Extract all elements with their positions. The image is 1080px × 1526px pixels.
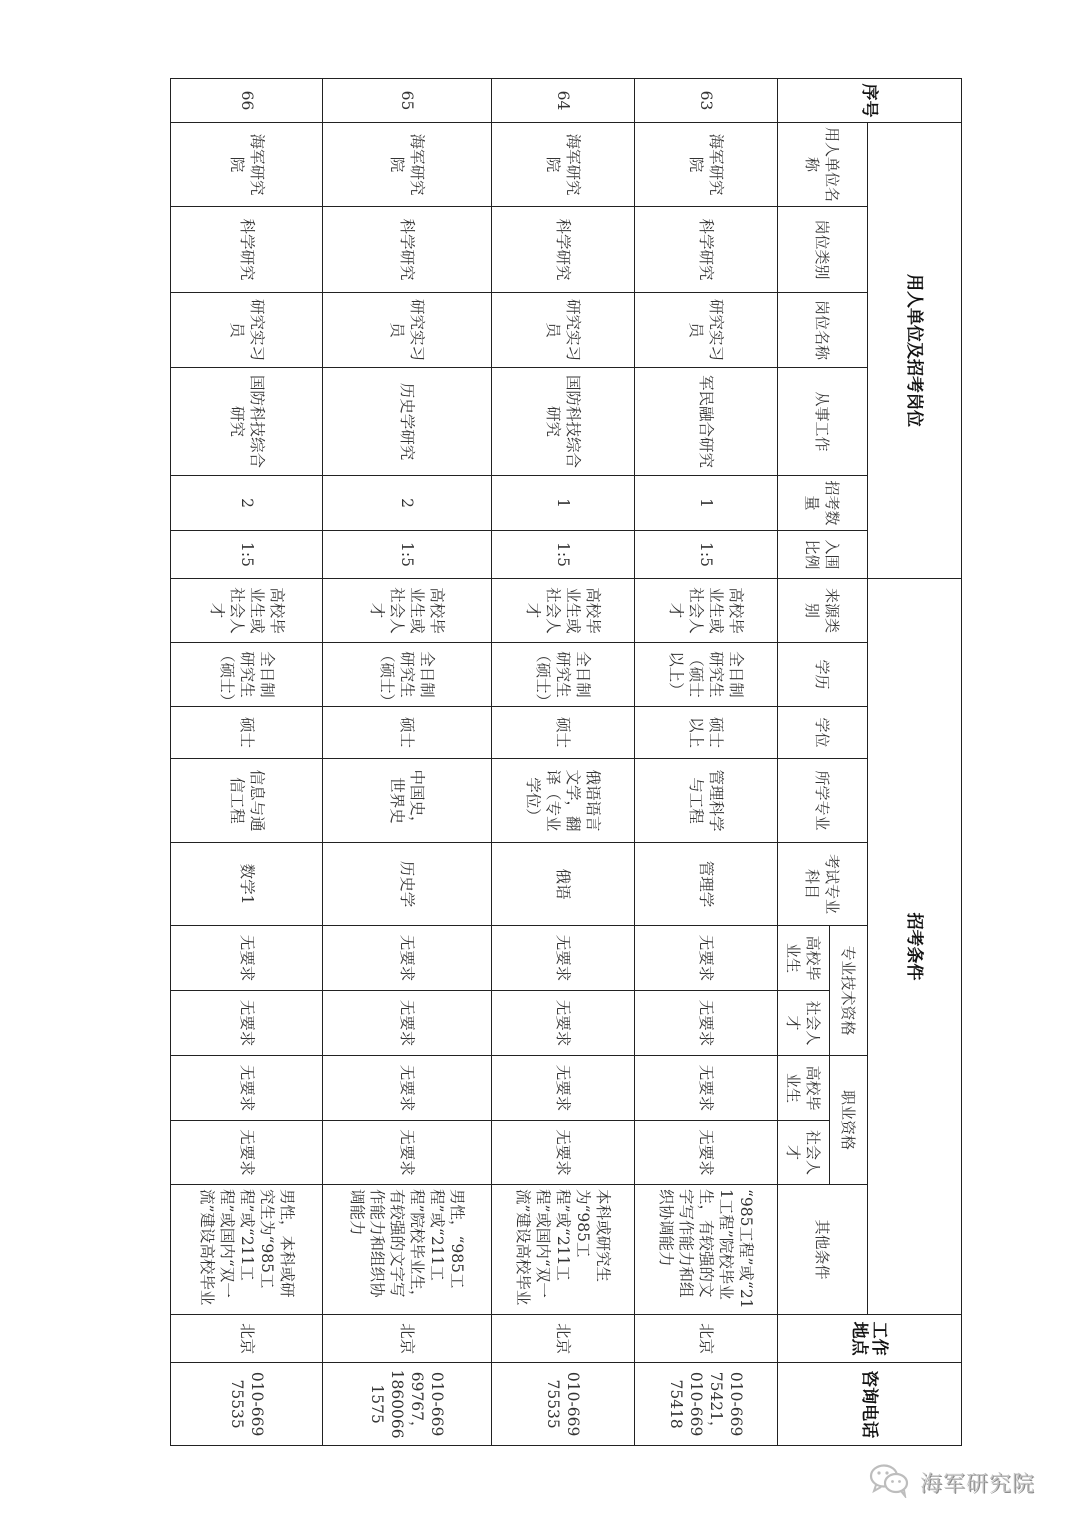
cell-prof-social: 无要求 xyxy=(635,1121,777,1185)
cell-other: 男性，本科或研究生为“985工程”或“211工程”或国内“双一流”建设高校毕业 xyxy=(171,1185,323,1315)
cell-education: 全日制研究生（硕士） xyxy=(491,643,634,707)
header-group-unit: 用人单位及招考岗位 xyxy=(867,123,961,579)
header-major: 所学专业 xyxy=(777,759,867,843)
header-ratio: 入围比例 xyxy=(777,531,867,579)
wechat-icon xyxy=(868,1462,912,1502)
cell-location: 北京 xyxy=(171,1315,323,1363)
cell-post-type: 科学研究 xyxy=(491,207,634,293)
header-work: 从事工作 xyxy=(777,368,867,476)
cell-degree: 硕士 xyxy=(323,707,491,759)
cell-major: 俄语语言文学，翻译（专业学位） xyxy=(491,759,634,843)
cell-post-type: 科学研究 xyxy=(635,207,777,293)
header-post-name: 岗位名称 xyxy=(777,293,867,368)
recruitment-table-rotated xyxy=(170,78,962,1445)
cell-ratio: 1:5 xyxy=(491,531,634,579)
header-source: 来源类别 xyxy=(777,579,867,643)
cell-prof-graduates: 无要求 xyxy=(323,1056,491,1121)
cell-work: 国防科技综合研究 xyxy=(491,368,634,476)
cell-unit-name: 海军研究院 xyxy=(323,123,491,207)
cell-tech-graduates: 无要求 xyxy=(171,926,323,991)
cell-tech-graduates: 无要求 xyxy=(323,926,491,991)
header-group-conditions: 招考条件 xyxy=(867,579,961,1315)
cell-tech-social: 无要求 xyxy=(171,991,323,1056)
cell-source: 高校毕业生或社会人才 xyxy=(171,579,323,643)
cell-other: “985工程”或“211工程”院校毕业生，有较强的文字写作能力和组织协调能力 xyxy=(635,1185,777,1315)
cell-seq: 66 xyxy=(171,79,323,123)
table-row xyxy=(171,79,323,1446)
cell-post-name: 研究实习员 xyxy=(635,293,777,368)
cell-post-name: 研究实习员 xyxy=(171,293,323,368)
cell-prof-graduates: 无要求 xyxy=(635,1056,777,1121)
header-prof-graduates: 高校毕业生 xyxy=(777,1056,829,1121)
cell-source: 高校毕业生或社会人才 xyxy=(491,579,634,643)
cell-work: 军民融合研究 xyxy=(635,368,777,476)
cell-count: 2 xyxy=(323,476,491,531)
cell-seq: 63 xyxy=(635,79,777,123)
header-row-sub xyxy=(829,79,867,1446)
cell-prof-social: 无要求 xyxy=(323,1121,491,1185)
cell-location: 北京 xyxy=(323,1315,491,1363)
header-seq: 序号 xyxy=(777,79,961,123)
cell-exam-subject: 俄语 xyxy=(491,843,634,926)
cell-education: 全日制研究生（硕士） xyxy=(323,643,491,707)
cell-count: 1 xyxy=(491,476,634,531)
cell-phone: 010-66975535 xyxy=(491,1363,634,1446)
cell-prof-graduates: 无要求 xyxy=(171,1056,323,1121)
cell-ratio: 1:5 xyxy=(323,531,491,579)
header-exam-subject: 考试专业科目 xyxy=(777,843,867,926)
cell-post-name: 研究实习员 xyxy=(491,293,634,368)
cell-source: 高校毕业生或社会人才 xyxy=(323,579,491,643)
cell-degree: 硕士 xyxy=(171,707,323,759)
cell-tech-graduates: 无要求 xyxy=(491,926,634,991)
watermark-text: 海军研究院 xyxy=(920,1471,1036,1497)
cell-phone: 010-66975535 xyxy=(171,1363,323,1446)
header-count: 招考数量 xyxy=(777,476,867,531)
header-education: 学历 xyxy=(777,643,867,707)
header-prof-qualification: 职业资格 xyxy=(829,1056,867,1185)
cell-tech-social: 无要求 xyxy=(491,991,634,1056)
cell-seq: 65 xyxy=(323,79,491,123)
header-tech-qualification: 专业技术资格 xyxy=(829,926,867,1056)
cell-unit-name: 海军研究院 xyxy=(491,123,634,207)
header-tech-social: 社会人才 xyxy=(777,991,829,1056)
header-prof-social: 社会人才 xyxy=(777,1121,829,1185)
cell-work: 国防科技综合研究 xyxy=(171,368,323,476)
header-unit-name: 用人单位名称 xyxy=(777,123,867,207)
cell-phone: 010-66969767，18600661575 xyxy=(323,1363,491,1446)
cell-count: 1 xyxy=(635,476,777,531)
cell-source: 高校毕业生或社会人才 xyxy=(635,579,777,643)
cell-education: 全日制研究生（硕士以上） xyxy=(635,643,777,707)
cell-post-type: 科学研究 xyxy=(323,207,491,293)
recruitment-table xyxy=(170,78,962,1446)
cell-count: 2 xyxy=(171,476,323,531)
cell-prof-graduates: 无要求 xyxy=(491,1056,634,1121)
cell-other: 本科或研究生为“985工程”或“211工程”或国内“双一流”建设高校毕业 xyxy=(491,1185,634,1315)
cell-seq: 64 xyxy=(491,79,634,123)
cell-exam-subject: 数学1 xyxy=(171,843,323,926)
cell-post-name: 研究实习员 xyxy=(323,293,491,368)
cell-post-type: 科学研究 xyxy=(171,207,323,293)
cell-prof-social: 无要求 xyxy=(491,1121,634,1185)
cell-education: 全日制研究生（硕士） xyxy=(171,643,323,707)
table-row xyxy=(323,79,491,1446)
cell-major: 中国史，世界史 xyxy=(323,759,491,843)
cell-tech-social: 无要求 xyxy=(323,991,491,1056)
cell-unit-name: 海军研究院 xyxy=(635,123,777,207)
cell-work: 历史学研究 xyxy=(323,368,491,476)
cell-location: 北京 xyxy=(491,1315,634,1363)
cell-location: 北京 xyxy=(635,1315,777,1363)
cell-other: 男性，“985工程”或“211工程”院校毕业生，有较强的文字写作能力和组织协调能力 xyxy=(323,1185,491,1315)
header-location: 工作地点 xyxy=(777,1315,961,1363)
cell-tech-social: 无要求 xyxy=(635,991,777,1056)
header-degree: 学位 xyxy=(777,707,867,759)
cell-exam-subject: 历史学 xyxy=(323,843,491,926)
cell-ratio: 1:5 xyxy=(635,531,777,579)
header-other: 其他条件 xyxy=(777,1185,867,1315)
cell-tech-graduates: 无要求 xyxy=(635,926,777,991)
cell-degree: 硕士 xyxy=(491,707,634,759)
cell-prof-social: 无要求 xyxy=(171,1121,323,1185)
header-tech-graduates: 高校毕业生 xyxy=(777,926,829,991)
header-post-type: 岗位类别 xyxy=(777,207,867,293)
table-row xyxy=(635,79,777,1446)
cell-major: 信息与通信工程 xyxy=(171,759,323,843)
watermark xyxy=(868,1462,1068,1502)
table-row xyxy=(491,79,634,1446)
header-row-group xyxy=(867,79,961,1446)
cell-major: 管理科学与工程 xyxy=(635,759,777,843)
cell-exam-subject: 管理学 xyxy=(635,843,777,926)
cell-unit-name: 海军研究院 xyxy=(171,123,323,207)
cell-degree: 硕士以上 xyxy=(635,707,777,759)
cell-phone: 010-66975421，010-66975418 xyxy=(635,1363,777,1446)
header-phone: 咨询电话 xyxy=(777,1363,961,1446)
cell-ratio: 1:5 xyxy=(171,531,323,579)
